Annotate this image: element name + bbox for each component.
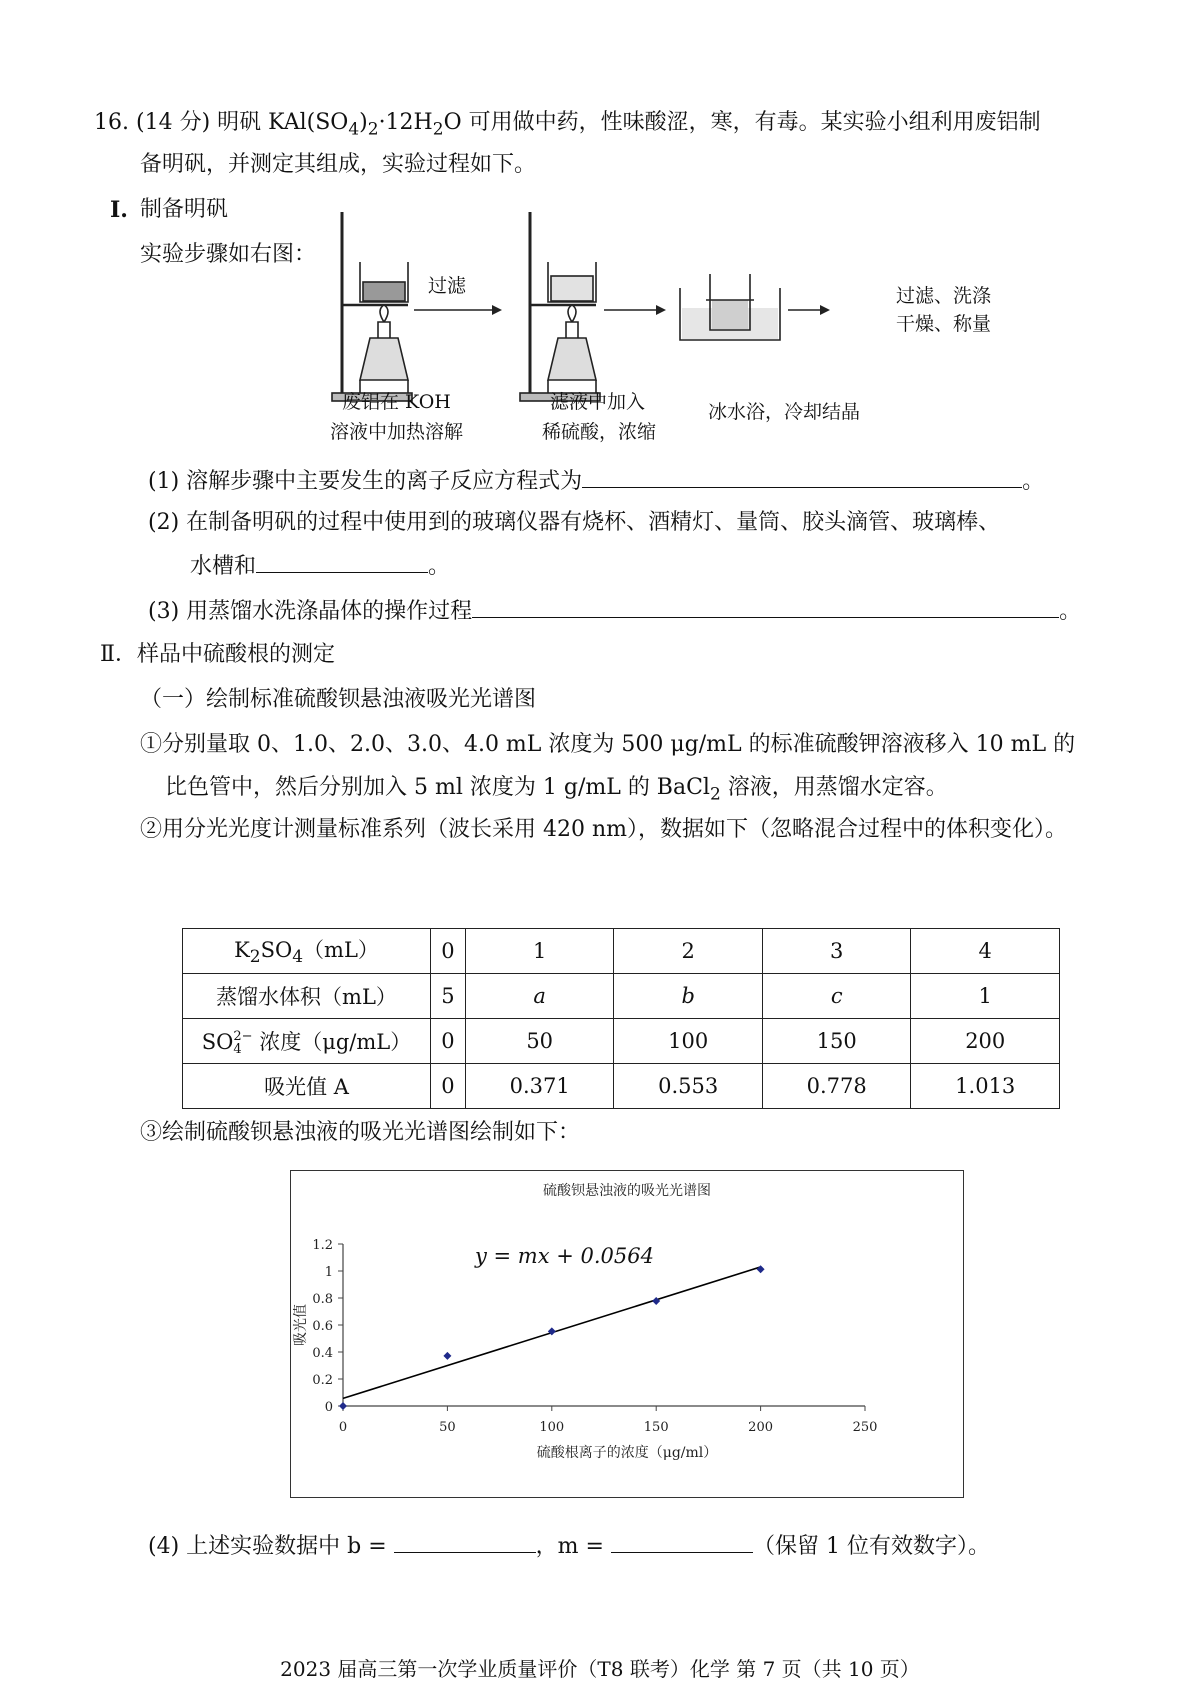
- absorbance-chart: [290, 1170, 964, 1498]
- page-footer: 2023 届高三第一次学业质量评价（T8 联考）化学 第 7 页（共 10 页）: [280, 1657, 920, 1681]
- q1-answer-blank[interactable]: [582, 465, 1022, 488]
- table-cell: 3: [762, 929, 911, 974]
- table-row-head: 蒸馏水体积（mL）: [183, 974, 431, 1019]
- table-cell: a: [465, 974, 614, 1019]
- table-row-head: 吸光值 A: [183, 1064, 431, 1109]
- table-cell: 1: [465, 929, 614, 974]
- x-tick-label: 250: [852, 1420, 878, 1435]
- y-tick-label: 1.2: [312, 1238, 333, 1253]
- question-number: 16.: [94, 110, 129, 135]
- table-cell: 1: [911, 974, 1060, 1019]
- part2-step1-line1: ①分别量取 0、1.0、2.0、3.0、4.0 mL 浓度为 500 μg/mL 的标准硫酸钾溶液移入 10 mL 的: [140, 732, 1076, 757]
- table-cell: 0: [431, 929, 466, 974]
- x-tick-label: 150: [643, 1420, 669, 1435]
- y-tick-label: 0.4: [312, 1346, 333, 1361]
- step4-label-2: 干燥、称量: [896, 313, 992, 335]
- part2-step3: ③绘制硫酸钡悬浊液的吸光光谱图绘制如下：: [140, 1120, 581, 1145]
- chart-svg: [291, 1171, 963, 1497]
- q1-line: [148, 465, 1044, 497]
- data-point: [757, 1265, 765, 1273]
- intro-sub: 2: [367, 119, 379, 140]
- data-point: [339, 1402, 347, 1410]
- table-row-head: SO 2− 4 浓度（μg/mL）: [183, 1019, 431, 1064]
- intro-sub: 2: [432, 119, 444, 140]
- step1-text: 比色管中，然后分别加入 5 ml 浓度为 1 g/mL 的 BaCl: [165, 775, 710, 800]
- intro-text: ): [359, 110, 368, 135]
- data-point: [443, 1352, 451, 1360]
- part2-step2: ②用分光光度计测量标准系列（波长采用 420 nm），数据如下（忽略混合过程中的体积变化）。: [140, 817, 1068, 842]
- question-line-1: [94, 108, 1041, 144]
- part1-number: I.: [110, 197, 128, 223]
- chart-equation: y = mx + 0.0564: [475, 1244, 654, 1268]
- table-row: [183, 929, 1060, 974]
- step3-caption: 冰水浴，冷却结晶: [708, 401, 861, 423]
- table-cell: c: [762, 974, 911, 1019]
- q2-text: 水槽和: [190, 554, 257, 579]
- q1-text: (1) 溶解步骤中主要发生的离子反应方程式为: [148, 469, 583, 494]
- q2-end: 。: [428, 554, 451, 579]
- q2-answer-blank[interactable]: [256, 550, 428, 573]
- chart-title: 硫酸钡悬浊液的吸光光谱图: [543, 1183, 711, 1199]
- q3-text: (3) 用蒸馏水洗涤晶体的操作过程: [148, 599, 473, 624]
- y-tick-label: 0.8: [312, 1292, 333, 1307]
- x-axis-label: 硫酸根离子的浓度（μg/ml）: [536, 1445, 718, 1461]
- x-tick-label: 0: [338, 1420, 348, 1435]
- table-row-head: $K_2SO_4(mL)$: [183, 929, 431, 974]
- y-tick-label: 0.2: [312, 1373, 333, 1388]
- step1-caption-2: 溶液中加热溶解: [330, 421, 464, 443]
- y-tick-label: 1: [324, 1265, 333, 1280]
- intro-sub: 4: [348, 119, 360, 140]
- x-tick-label: 100: [539, 1420, 565, 1435]
- q4-m-answer-blank[interactable]: [611, 1530, 753, 1553]
- q2-line-1: (2) 在制备明矾的过程中使用到的玻璃仪器有烧杯、酒精灯、量筒、胶头滴管、玻璃棒、: [148, 510, 1001, 535]
- table-row: [183, 1019, 1060, 1064]
- table-cell: 1.013: [911, 1064, 1060, 1109]
- part2-title: Ⅱ．样品中硫酸根的测定: [100, 642, 335, 667]
- table-cell: 0: [431, 1064, 466, 1109]
- q4-text: ，m =: [535, 1534, 604, 1559]
- step1-text: 溶液，用蒸馏水定容。: [720, 775, 948, 800]
- table-cell: 4: [911, 929, 1060, 974]
- part1-title: 制备明矾: [140, 197, 229, 222]
- table-cell: 150: [762, 1019, 911, 1064]
- y-tick-label: 0: [324, 1400, 333, 1415]
- table-cell: 100: [614, 1019, 763, 1064]
- q4-text: (4) 上述实验数据中 b =: [148, 1534, 387, 1559]
- q4-line: [148, 1530, 990, 1562]
- q4-b-answer-blank[interactable]: [394, 1530, 536, 1553]
- q3-answer-blank[interactable]: [472, 595, 1059, 618]
- table-row: [183, 1064, 1060, 1109]
- part2-step1-line2: [165, 773, 948, 809]
- q2-line-2: [190, 550, 450, 582]
- table-cell: 0: [431, 1019, 466, 1064]
- setup-2-icon: [520, 212, 600, 401]
- table-row: [183, 974, 1060, 1019]
- step2-caption-2: 稀硫酸，浓缩: [542, 421, 657, 443]
- arrow-filter-label: 过滤: [428, 275, 467, 297]
- table-cell: 2: [614, 929, 763, 974]
- y-tick-label: 0.6: [312, 1319, 333, 1334]
- table-cell: b: [614, 974, 763, 1019]
- ice-bath-icon: [680, 274, 780, 340]
- intro-text: ·12H: [378, 110, 433, 135]
- y-axis-label: 吸光值: [293, 1304, 309, 1346]
- part1-steps-label: 实验步骤如右图：: [140, 242, 317, 267]
- table-cell: 0.553: [614, 1064, 763, 1109]
- table-cell: 200: [911, 1019, 1060, 1064]
- step1-caption-1: 废铝在 KOH: [342, 391, 451, 413]
- setup-1-icon: [332, 212, 412, 401]
- step1-sub: 2: [709, 784, 721, 805]
- table-cell: 0.778: [762, 1064, 911, 1109]
- q4-text: （保留 1 位有效数字）。: [752, 1534, 990, 1559]
- question-score: (14 分): [136, 110, 211, 135]
- question-line-2: 备明矾，并测定其组成，实验过程如下。: [140, 152, 537, 177]
- q3-line: [148, 595, 1081, 627]
- x-tick-label: 200: [748, 1420, 774, 1435]
- intro-text: O 可用做中药，性味酸涩，寒，有毒。某实验小组利用废铝制: [443, 110, 1041, 135]
- standard-series-table: [182, 928, 1060, 1109]
- q3-end: 。: [1059, 599, 1082, 624]
- part2-subtitle: （一）绘制标准硫酸钡悬浊液吸光光谱图: [140, 687, 537, 712]
- table-cell: 50: [465, 1019, 614, 1064]
- step2-caption-1: 滤液中加入: [550, 391, 646, 413]
- intro-text: 明矾 KAl(SO: [217, 110, 349, 135]
- x-tick-label: 50: [439, 1420, 456, 1435]
- table-cell: 0.371: [465, 1064, 614, 1109]
- step4-label-1: 过滤、洗涤: [896, 285, 992, 307]
- q1-end: 。: [1022, 469, 1045, 494]
- table-cell: 5: [431, 974, 466, 1019]
